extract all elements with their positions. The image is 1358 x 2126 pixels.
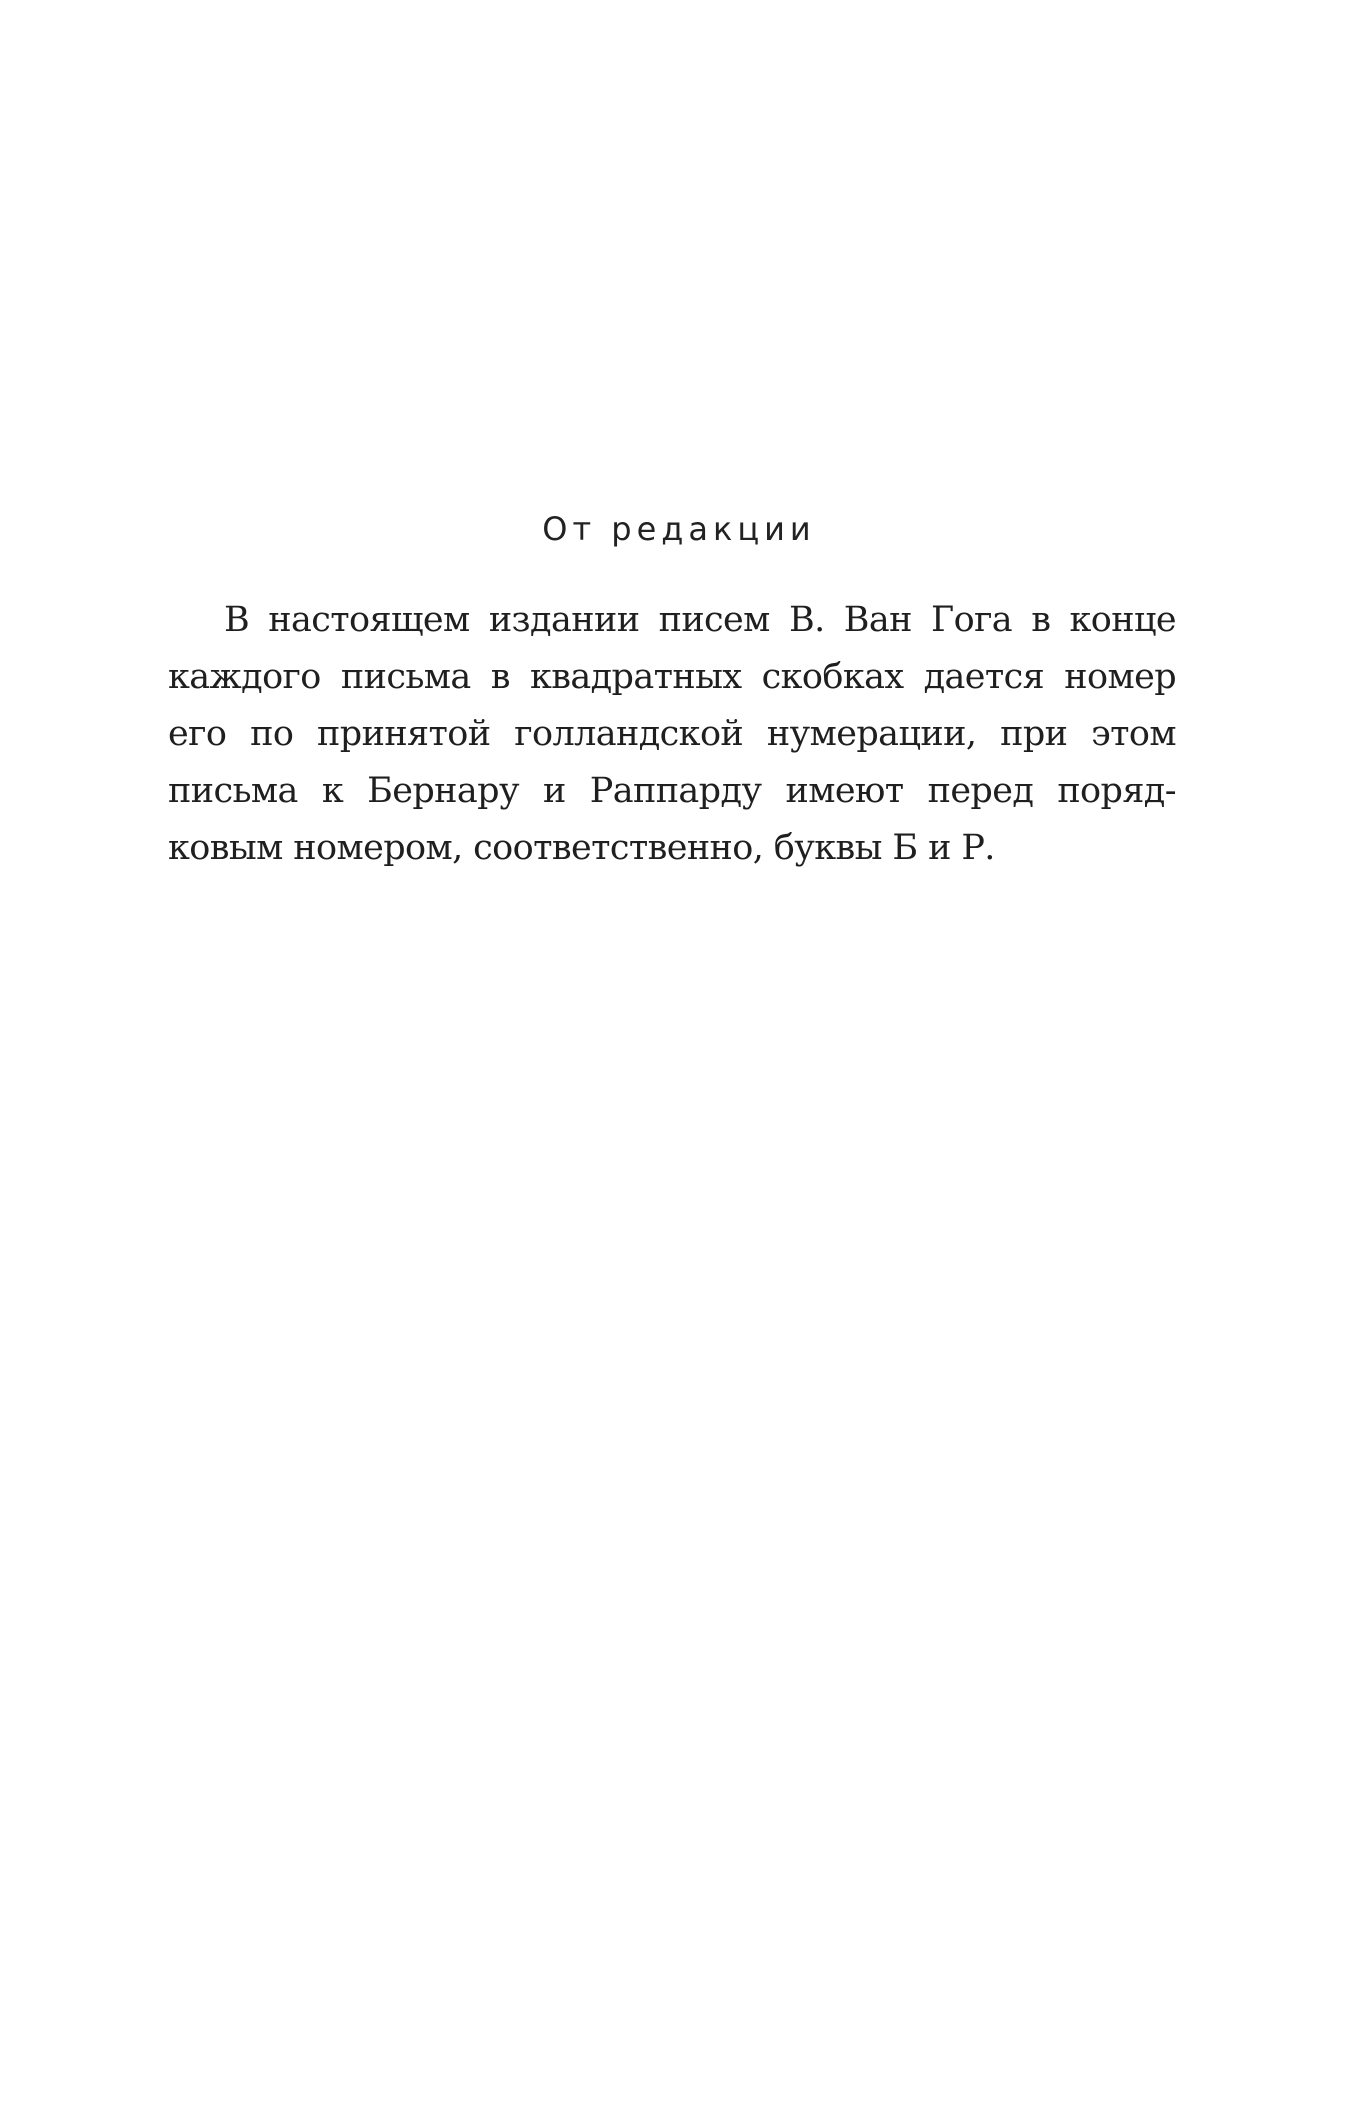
section-heading: От редакции: [542, 510, 816, 548]
paragraph-line: В настоящем издании писем В. Ван Гога в конце: [224, 600, 1176, 640]
paragraph-line: письма к Бернару и Раппарду имеют перед поряд-: [168, 771, 1176, 811]
paragraph-line: его по принятой голландской нумерации, при этом: [168, 714, 1176, 754]
paragraph-line: каждого письма в квадратных скобках дается номер: [168, 657, 1176, 697]
editorial-note-paragraph: [168, 592, 1176, 877]
paragraph-line: ковым номером, соответственно, буквы Б и Р.: [168, 828, 995, 868]
